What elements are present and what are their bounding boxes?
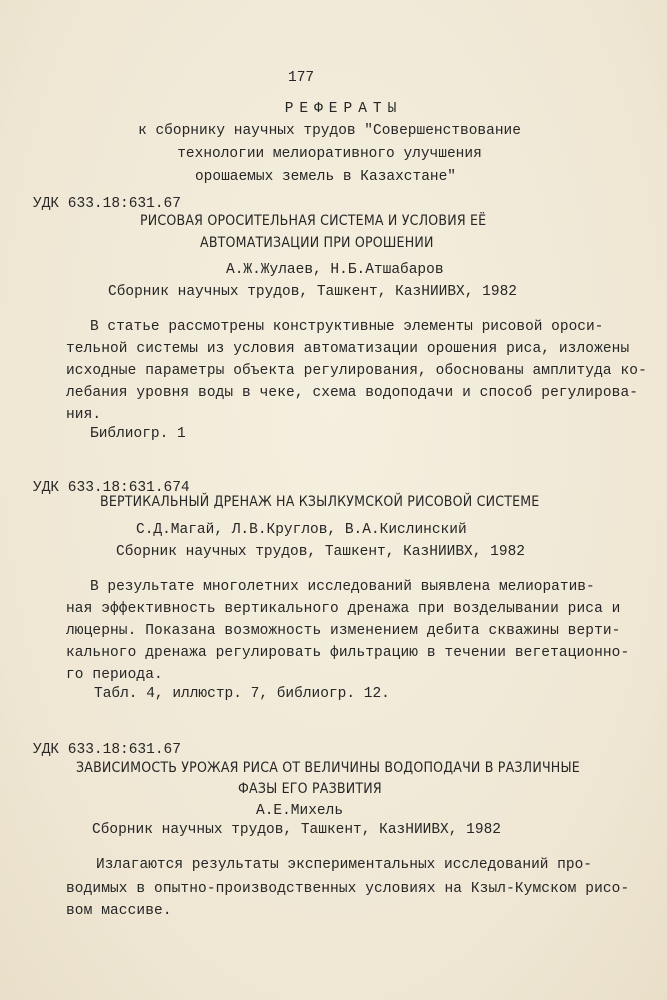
subtitle-line-1: к сборнику научных трудов "Совершенствование — [138, 123, 521, 139]
abstract-title-line-2: АВТОМАТИЗАЦИИ ПРИ ОРОШЕНИИ — [200, 235, 434, 251]
abstract-body-line: вом массиве. — [66, 903, 172, 919]
abstract-note: Табл. 4, иллюстр. 7, библиогр. 12. — [94, 686, 390, 702]
abstract-body-line: ная эффективность вертикального дренажа при возделывании риса и — [66, 601, 621, 617]
abstract-body-line: исходные параметры объекта регулирования, обоснованы амплитуда ко- — [66, 363, 647, 379]
subtitle-line-3: орошаемых земель в Казахстане" — [194, 169, 457, 185]
abstract-source: Сборник научных трудов, Ташкент, КазНИИВХ, 1982 — [92, 822, 501, 838]
abstract-body-line: В результате многолетних исследований выявлена мелиоратив- — [90, 579, 595, 595]
abstract-authors: С.Д.Магай, Л.В.Круглов, В.А.Кислинский — [136, 522, 467, 538]
abstract-body-line: лебания уровня воды в чеке, схема водоподачи и способ регулирова- — [66, 385, 639, 401]
abstract-body-line: тельной системы из условия автоматизации орошения риса, изложены — [66, 341, 630, 357]
abstract-body-line: ния. — [66, 407, 102, 423]
abstract-authors: А.Ж.Жулаев, Н.Б.Атшабаров — [226, 262, 444, 278]
abstract-title-line-1: РИСОВАЯ ОРОСИТЕЛЬНАЯ СИСТЕМА И УСЛОВИЯ ЕЁ — [140, 213, 487, 229]
abstract-body-line: го периода. — [66, 667, 163, 683]
abstract-udk: УДК 633.18:631.67 — [33, 742, 181, 758]
abstract-body-line: водимых в опытно-производственных условиях на Кзыл-Кумском рисо- — [66, 881, 630, 897]
abstract-source: Сборник научных трудов, Ташкент, КазНИИВХ, 1982 — [108, 284, 517, 300]
abstract-body-line: люцерны. Показана возможность изменением дебита скважины верти- — [66, 623, 621, 639]
abstract-title-line-2: ФАЗЫ ЕГО РАЗВИТИЯ — [238, 781, 382, 797]
abstract-udk: УДК 633.18:631.674 — [33, 480, 190, 496]
subtitle-line-2: технологии мелиоративного улучшения — [177, 146, 482, 162]
abstract-note: Библиогр. 1 — [90, 426, 186, 442]
abstract-title-line-1: ЗАВИСИМОСТЬ УРОЖАЯ РИСА ОТ ВЕЛИЧИНЫ ВОДОПОДАЧИ В РАЗЛИЧНЫЕ — [76, 760, 580, 776]
abstract-authors: А.Е.Михель — [256, 803, 344, 819]
abstract-body-line: кального дренажа регулировать фильтрацию в течении вегетационно- — [66, 645, 630, 661]
abstract-title-line-1: ВЕРТИКАЛЬНЫЙ ДРЕНАЖ НА КЗЫЛКУМСКОЙ РИСОВОЙ СИСТЕМЕ — [100, 494, 540, 510]
abstract-source: Сборник научных трудов, Ташкент, КазНИИВХ, 1982 — [116, 544, 525, 560]
abstract-body-line: В статье рассмотрены конструктивные элементы рисовой ороси- — [90, 319, 604, 335]
abstract-body-line: Излагаются результаты экспериментальных исследований про- — [96, 857, 592, 873]
section-heading: РЕФЕРАТЫ — [284, 101, 403, 117]
abstract-udk: УДК 633.18:631.67 — [33, 196, 181, 212]
page-number: 177 — [288, 70, 315, 86]
